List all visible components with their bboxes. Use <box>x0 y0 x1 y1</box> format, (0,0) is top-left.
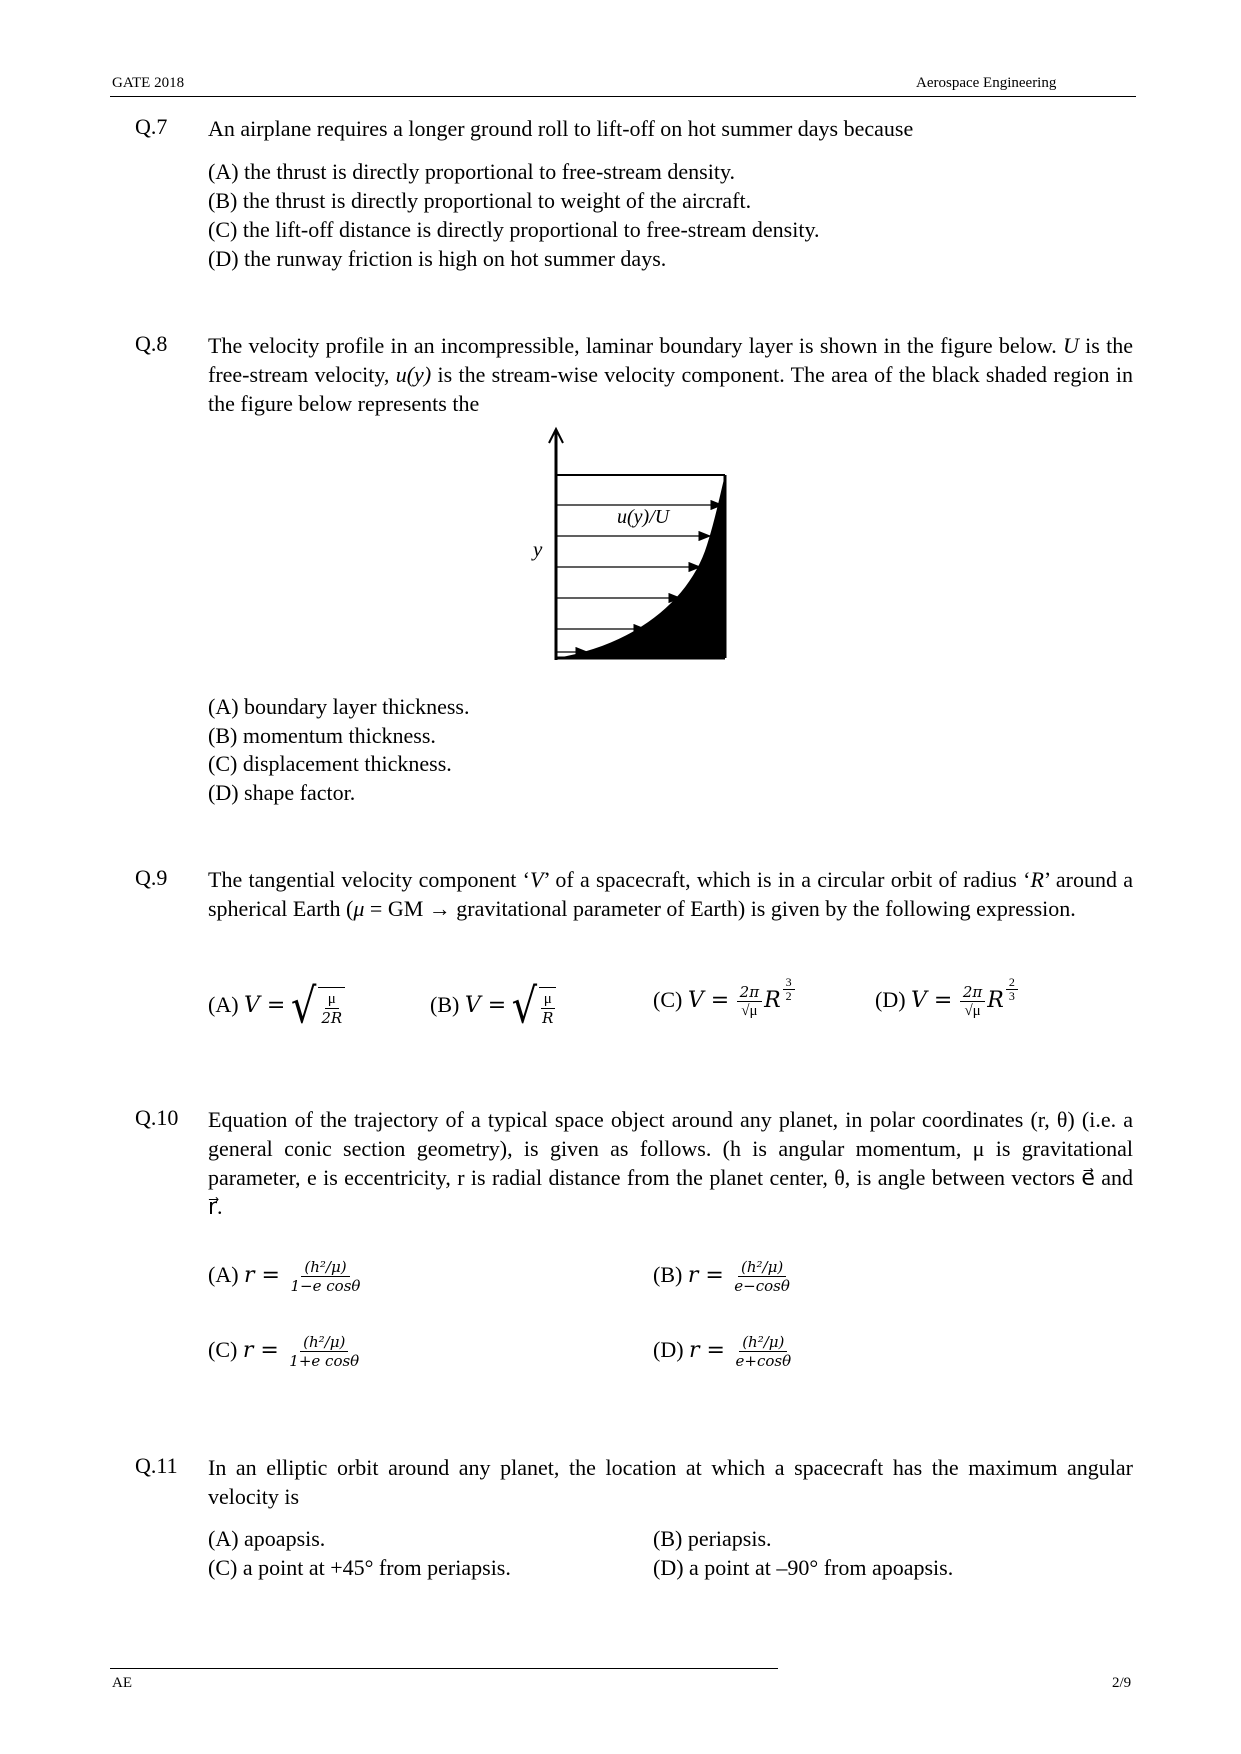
header-rule <box>110 96 1136 97</box>
option-c: (C) r = $\frac{\text{(h²/μ)}}{\text{1+e cosθ}}$ <box>208 1333 360 1371</box>
option-a: (A) apoapsis. <box>208 1526 326 1551</box>
question-number: Q.7 <box>135 114 168 139</box>
y-axis-label: y <box>533 537 543 561</box>
velocity-profile-figure <box>525 425 735 665</box>
option-d: (D) shape factor. <box>208 780 356 805</box>
profile-label: u(y)/U <box>617 506 670 528</box>
header-subject: Aerospace Engineering <box>916 75 1057 91</box>
question-number: Q.11 <box>135 1453 178 1478</box>
question-text: The velocity profile in an incompressible, laminar boundary layer is shown in the figure below. U is the free-stream velocity, u(y) is the stream-wise velocity component. The area of the black shaded region in the figure below represents the <box>208 333 1133 416</box>
option-b: (B) periapsis. <box>653 1526 772 1551</box>
option-b: (B) r = $\frac{\text{(h²/μ)}}{e-\cos\theta}$ <box>653 1258 790 1296</box>
footer-rule <box>110 1668 778 1669</box>
option-c: (C) a point at +45° from periapsis. <box>208 1555 511 1580</box>
footer-code: AE <box>112 1675 132 1691</box>
option-d: (D) V = $\frac{2\pi}{√\mu}$ R $\frac{2}{3}$ <box>875 970 1020 1031</box>
option-c: (C) displacement thickness. <box>208 751 452 776</box>
page-number: 2/9 <box>1112 1675 1132 1691</box>
option-b: (B) the thrust is directly proportional to weight of the aircraft. <box>208 188 752 213</box>
option-a: (A) V = √ $\frac{\mu}{2R}$ <box>208 975 347 1036</box>
question-text: Equation of the trajectory of a typical space object around any planet, in polar coordinates (r, θ) (i.e. a general conic section geometry), is given as follows. (h is angular momentum, μ is gravitational parameter, e is eccentricity, r is radial distance from the planet center, θ, is angle between vectors e⃗ and r⃗. <box>208 1107 1133 1219</box>
question-number: Q.10 <box>135 1105 179 1130</box>
option-d: (D) a point at –90° from apoapsis. <box>653 1555 954 1580</box>
question-text: In an elliptic orbit around any planet, the location at which a spacecraft has the maximum angular velocity is <box>208 1455 1133 1509</box>
option-c: (C) V = $\frac{2\pi}{√\mu}$ R $\frac{3}{2}$ <box>653 970 797 1031</box>
option-a: (A) r = $\frac{\text{(h²/μ)}}{\text{1−e cosθ}}$ <box>208 1258 361 1296</box>
option-d: (D) r = $\frac{\text{(h²/μ)}}{e+\cos\theta}$ <box>653 1333 792 1371</box>
header-exam-title: GATE 2018 <box>112 75 185 91</box>
option-b: (B) V = √ $\frac{\mu}{R}$ <box>430 975 558 1036</box>
option-b: (B) momentum thickness. <box>208 723 436 748</box>
option-d: (D) the runway friction is high on hot summer days. <box>208 246 667 271</box>
question-number: Q.8 <box>135 331 168 356</box>
option-a: (A) the thrust is directly proportional to free-stream density. <box>208 159 736 184</box>
option-c: (C) the lift-off distance is directly proportional to free-stream density. <box>208 217 820 242</box>
option-a: (A) boundary layer thickness. <box>208 694 470 719</box>
question-text: An airplane requires a longer ground roll to lift-off on hot summer days because <box>208 116 914 141</box>
question-text: The tangential velocity component ‘V’ of a spacecraft, which is in a circular orbit of radius ‘R’ around a spherical Earth (μ = GM → gravitational parameter of Earth) is given by the following expression. <box>208 867 1133 921</box>
question-number: Q.9 <box>135 865 168 890</box>
